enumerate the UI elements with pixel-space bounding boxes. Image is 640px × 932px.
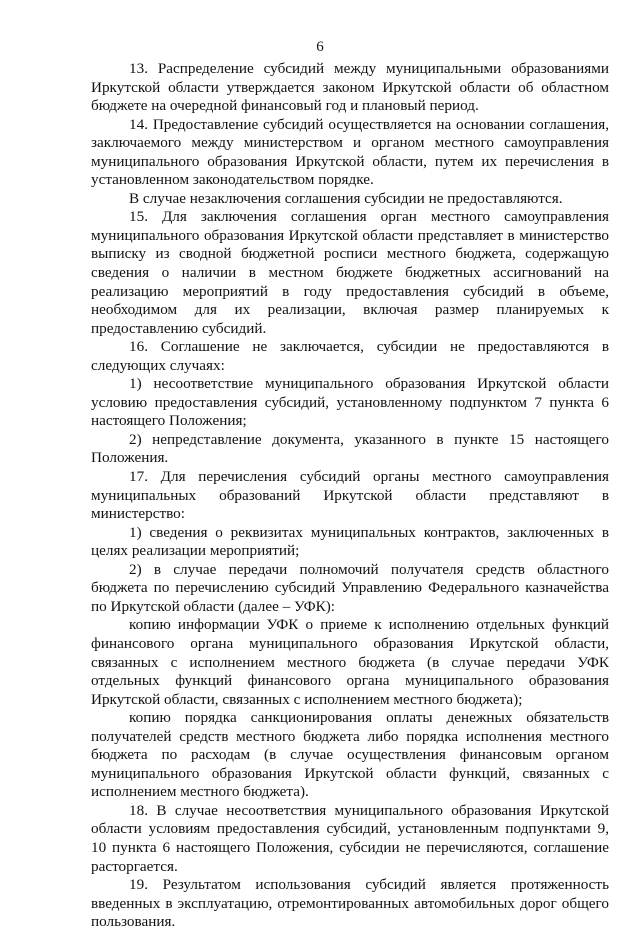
page-number: 6 — [316, 39, 324, 55]
paragraph-17: 17. Для перечисления субсидий органы местного самоуправления муниципальных образований Иркутской области представляют в министерство: — [91, 468, 609, 523]
paragraph-19: 19. Результатом использования субсидий является протяженность введенных в эксплуатацию, отремонтированных автомобильных дорог общего пользования. — [91, 876, 609, 931]
paragraph-17-item-2: 2) в случае передачи полномочий получателя средств областного бюджета по перечислению субсидий Управлению Федерального казначейства по Иркутской области (далее – УФК): — [91, 560, 609, 615]
paragraph-16-item-1: 1) несоответствие муниципального образования Иркутской области условию предоставления субсидий, установленному подпунктом 7 пункта 6 настоящего Положения; — [91, 375, 609, 430]
paragraph-17-item-2-sub-2: копию порядка санкционирования оплаты денежных обязательств получателей средств местного бюджета либо порядка исполнения местного бюджета по расходам (в случае осуществления финансовым органом муниципального образования Иркутской области функций, связанных с исполнением местного бюджета). — [91, 709, 609, 801]
paragraph-18: 18. В случае несоответствия муниципального образования Иркутской области условиям предоставления субсидий, установленным подпунктами 9, 10 пункта 6 настоящего Положения, субсидии не перечисляются, соглашение расторгается. — [91, 801, 609, 875]
paragraph-16-item-2: 2) непредставление документа, указанного в пункте 15 настоящего Положения. — [91, 430, 609, 467]
document-body — [91, 60, 609, 932]
paragraph-13: 13. Распределение субсидий между муниципальными образованиями Иркутской области утверждается законом Иркутской области об областном бюджете на очередной финансовый год и плановый период. — [91, 60, 609, 115]
paragraph-14-note: В случае незаключения соглашения субсидии не предоставляются. — [129, 189, 563, 207]
paragraph-14: 14. Предоставление субсидий осуществляется на основании соглашения, заключаемого между министерством и органом местного самоуправления муниципального образования Иркутской области, путем их перечисления в установленном законодательством порядке. — [91, 115, 609, 189]
paragraph-17-item-2-sub-1: копию информации УФК о приеме к исполнению отдельных функций финансового органа муниципального образования Иркутской области, связанных с исполнением местного бюджета (в случае передачи УФК отдельных функций финансового органа муниципального образования Иркутской области, связанных с исполнением местного бюджета); — [91, 616, 609, 708]
paragraph-17-item-1: 1) сведения о реквизитах муниципальных контрактов, заключенных в целях реализации мероприятий; — [91, 523, 609, 560]
paragraph-15: 15. Для заключения соглашения орган местного самоуправления муниципального образования Иркутской области представляет в министерство выписку из сводной бюджетной росписи местного бюджета, содержащую сведения о наличии в местном бюджете бюджетных ассигнований на реализацию мероприятий в году предоставления субсидий в объеме, необходимом для их реализации, включая размер планируемых к предоставлению субсидий. — [91, 208, 609, 337]
paragraph-16: 16. Соглашение не заключается, субсидии не предоставляются в следующих случаях: — [91, 338, 609, 374]
